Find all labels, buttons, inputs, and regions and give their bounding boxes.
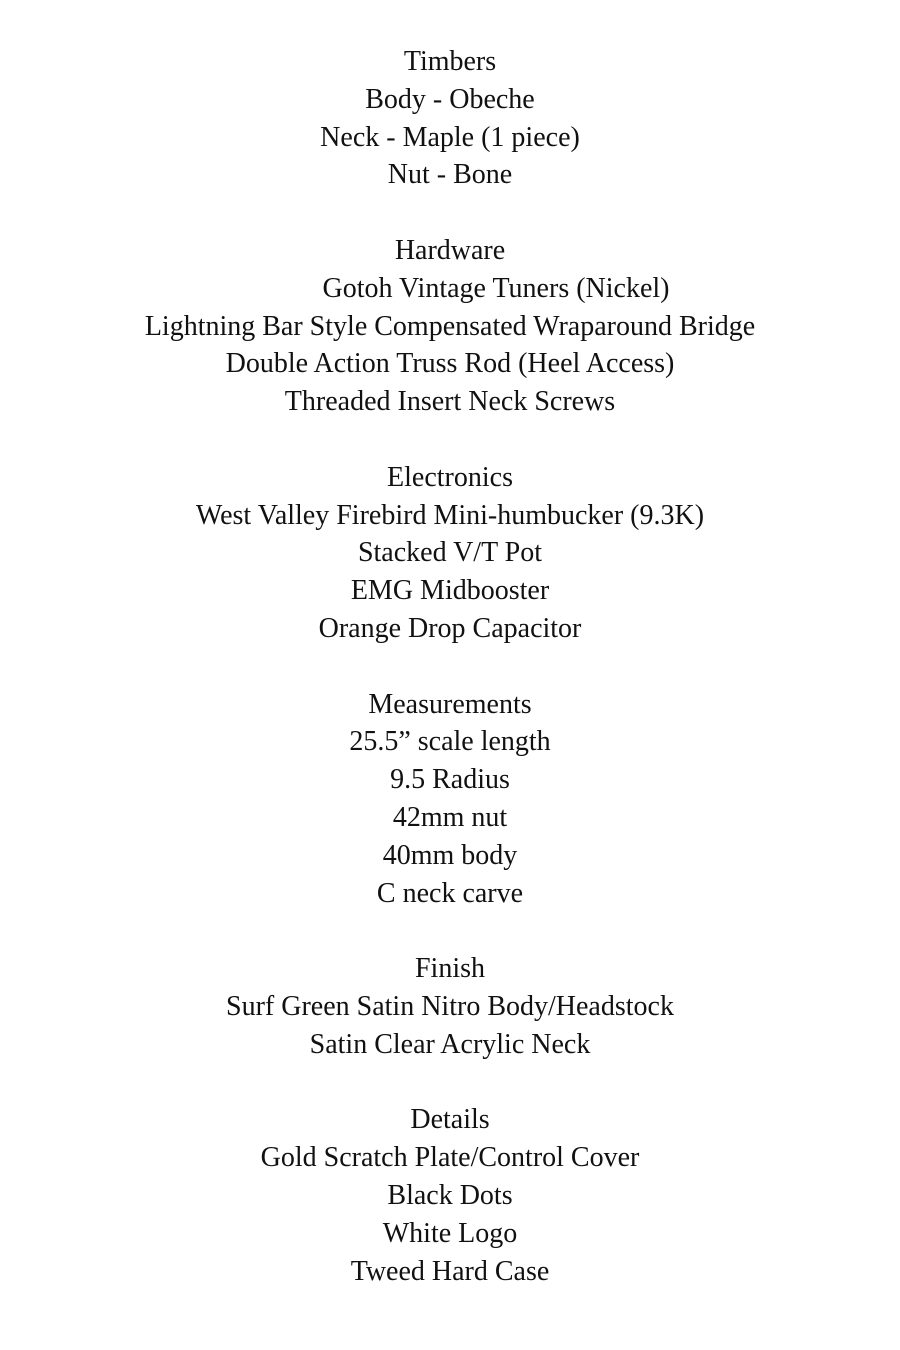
section-heading-hardware: Hardware bbox=[394, 234, 506, 266]
section-electronics bbox=[0, 459, 900, 648]
spec-sheet bbox=[0, 43, 900, 1328]
section-heading-electronics: Electronics bbox=[387, 461, 513, 493]
spec-item-nut: Nut - Bone bbox=[387, 159, 513, 191]
spec-item-pickup: West Valley Firebird Mini-humbucker (9.3K) bbox=[195, 499, 705, 531]
spec-item-radius: 9.5 Radius bbox=[390, 764, 510, 796]
spec-item-logo: White Logo bbox=[382, 1217, 518, 1249]
spec-item-bridge: Lightning Bar Style Compensated Wraparound Bridge bbox=[144, 310, 756, 342]
spec-item-body: Body - Obeche bbox=[365, 83, 535, 115]
spec-item-scale-length: 25.5” scale length bbox=[349, 726, 551, 758]
spec-item-truss-rod: Double Action Truss Rod (Heel Access) bbox=[225, 348, 675, 380]
spec-item-dots: Black Dots bbox=[387, 1179, 513, 1211]
section-details bbox=[0, 1101, 900, 1290]
spec-item-midbooster: EMG Midbooster bbox=[350, 575, 550, 607]
spec-item-pot: Stacked V/T Pot bbox=[357, 537, 543, 569]
section-heading-timbers: Timbers bbox=[403, 46, 497, 77]
spec-item-tuners: Gotoh Vintage Tuners (Nickel) bbox=[322, 272, 670, 304]
spec-item-body-finish: Surf Green Satin Nitro Body/Headstock bbox=[226, 990, 674, 1022]
spec-item-body-thickness: 40mm body bbox=[382, 839, 518, 871]
section-timbers bbox=[0, 43, 900, 194]
section-heading-measurements: Measurements bbox=[368, 688, 532, 720]
section-measurements bbox=[0, 686, 900, 913]
spec-item-capacitor: Orange Drop Capacitor bbox=[318, 612, 582, 644]
spec-item-neck-finish: Satin Clear Acrylic Neck bbox=[309, 1028, 591, 1060]
spec-item-case: Tweed Hard Case bbox=[350, 1255, 550, 1287]
spec-item-neck-screws: Threaded Insert Neck Screws bbox=[284, 386, 616, 418]
spec-item-neck: Neck - Maple (1 piece) bbox=[320, 121, 580, 153]
section-heading-finish: Finish bbox=[414, 953, 486, 985]
spec-item-scratch-plate: Gold Scratch Plate/Control Cover bbox=[260, 1142, 640, 1174]
section-finish bbox=[0, 950, 900, 1063]
spec-item-neck-carve: C neck carve bbox=[376, 877, 524, 909]
section-heading-details: Details bbox=[410, 1104, 490, 1136]
section-hardware bbox=[0, 232, 900, 421]
spec-item-nut-width: 42mm nut bbox=[392, 801, 508, 833]
